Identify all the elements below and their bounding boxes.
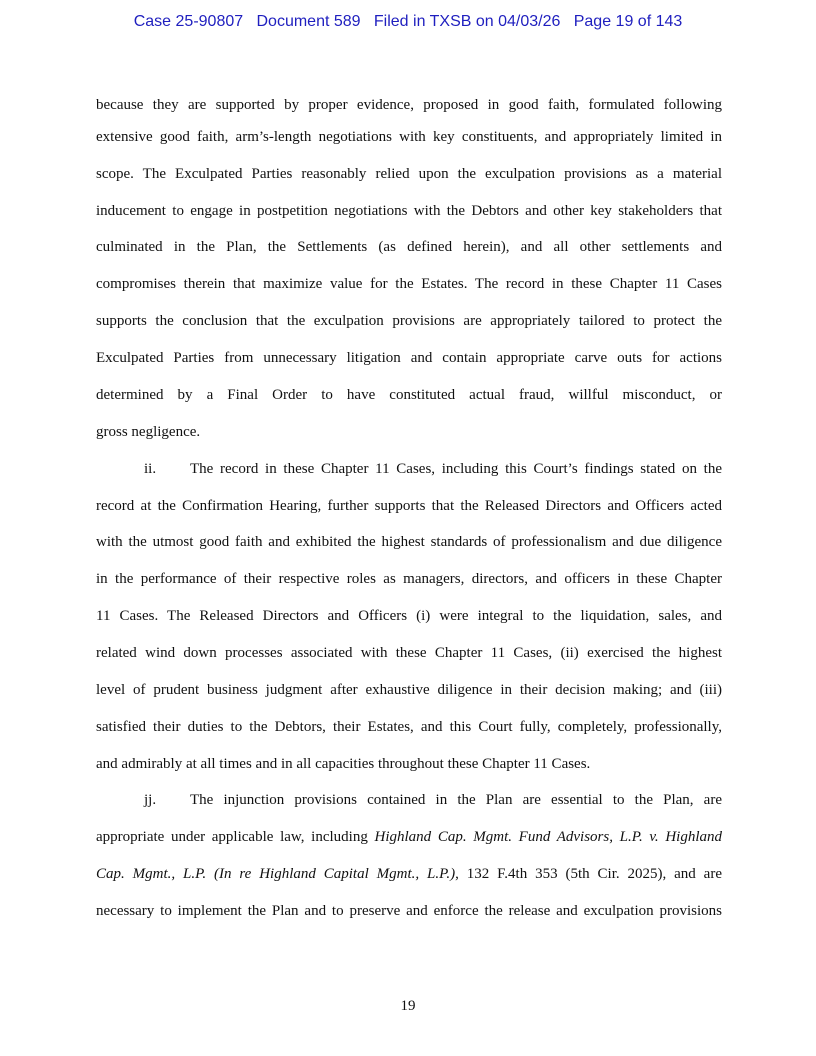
text-line: The injunction provisions contained in the Plan are essential to the Plan, are — [190, 792, 722, 808]
text-line: The record in these Chapter 11 Cases, including this Court’s findings stated on the — [190, 461, 722, 477]
text-segment: , 132 F.4th 353 (5th Cir. 2025), and are — [455, 866, 722, 882]
filed-info: Filed in TXSB on 04/03/26 — [373, 13, 561, 30]
text-line: satisfied their duties to the Debtors, their Estates, and this Court fully, completely, professionally, — [96, 719, 722, 735]
text-line: determined by a Final Order to have constituted actual fraud, willful misconduct, or — [96, 387, 722, 403]
text-line: with the utmost good faith and exhibited the highest standards of professionalism and due diligence — [96, 534, 722, 550]
text-line: necessary to implement the Plan and to preserve and enforce the release and exculpation provisions — [96, 903, 722, 919]
text-line: in the performance of their respective roles as managers, directors, and officers in these Chapter — [96, 571, 722, 587]
case-citation-italic: Highland Cap. Mgmt. Fund Advisors, L.P. v. Highland — [374, 829, 722, 845]
text-line: Exculpated Parties from unnecessary litigation and contain appropriate carve outs for actions — [96, 350, 722, 366]
text-line: because they are supported by proper evidence, proposed in good faith, formulated following — [96, 97, 722, 113]
paragraph-jj-first-line — [96, 790, 722, 810]
text-line: inducement to engage in postpetition negotiations with the Debtors and other key stakeholders that — [96, 203, 722, 219]
paragraph-ii-first-line — [96, 459, 722, 479]
paragraph-number: jj. — [144, 792, 157, 808]
text-line: gross negligence. — [96, 424, 201, 440]
text-line: related wind down processes associated with these Chapter 11 Cases, (ii) exercised the highest — [96, 645, 722, 661]
document-number: Document 589 — [256, 13, 361, 30]
text-line: record at the Confirmation Hearing, further supports that the Released Directors and Officers acted — [96, 498, 722, 514]
text-line: level of prudent business judgment after exhaustive diligence in their decision making; and (iii) — [96, 682, 722, 698]
filing-header — [0, 13, 816, 31]
text-line: culminated in the Plan, the Settlements (as defined herein), and all other settlements and — [96, 239, 722, 255]
text-segment: appropriate under applicable law, including — [96, 829, 375, 845]
text-line: and admirably at all times and in all capacities throughout these Chapter 11 Cases. — [96, 756, 591, 772]
page-number: 19 — [400, 998, 416, 1014]
text-line: extensive good faith, arm’s-length negotiations with key constituents, and appropriately limited in — [96, 129, 722, 145]
text-line-with-citation — [96, 864, 722, 884]
case-citation-italic: Cap. Mgmt., L.P. (In re Highland Capital Mgmt., L.P.) — [96, 866, 456, 882]
text-line: scope. The Exculpated Parties reasonably relied upon the exculpation provisions as a material — [96, 166, 722, 182]
text-line: compromises therein that maximize value for the Estates. The record in these Chapter 11 Cases — [96, 276, 722, 292]
text-line-with-citation — [96, 827, 722, 847]
text-line: supports the conclusion that the exculpation provisions are appropriately tailored to protect the — [96, 313, 722, 329]
page-info: Page 19 of 143 — [573, 13, 683, 30]
case-number: Case 25-90807 — [133, 13, 244, 30]
text-line: 11 Cases. The Released Directors and Officers (i) were integral to the liquidation, sales, and — [96, 608, 722, 624]
paragraph-number: ii. — [144, 461, 157, 477]
